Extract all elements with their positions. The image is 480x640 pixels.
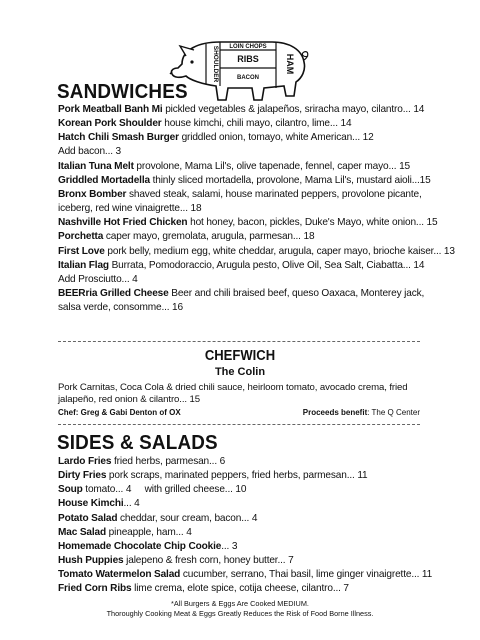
- item-name: Korean Pork Shoulder: [58, 118, 162, 130]
- menu-addon: [58, 273, 430, 287]
- item-name: Bronx Bomber: [58, 188, 127, 200]
- item-name: Nashville Hot Fried Chicken: [58, 217, 188, 229]
- item-name: Tomato Watermelon Salad: [58, 569, 181, 581]
- footer-line-1: *All Burgers & Eggs Are Cooked MEDIUM.: [171, 599, 309, 608]
- item-desc: Burrata, Pomodoraccio, Arugula pesto, Olive Oil, Sea Salt, Ciabatta... 14: [108, 259, 425, 271]
- item-desc: house kimchi, chili mayo, cilantro, lime... 14: [161, 118, 352, 130]
- cut-shoulder: SHOULDER: [212, 45, 219, 83]
- item-name: Fried Corn Ribs: [58, 583, 132, 595]
- item-desc: jalepeno & fresh corn, honey butter... 7: [123, 555, 294, 567]
- chef-name: Chef: Greg & Gabi Denton of OX: [58, 408, 181, 417]
- benefit-label: Proceeds benefit: [302, 408, 368, 417]
- item-name: Hatch Chili Smash Burger: [58, 132, 179, 144]
- menu-item: [58, 245, 455, 259]
- item-desc: ... 3: [221, 540, 238, 552]
- menu-item: [58, 540, 430, 554]
- menu-item: [58, 174, 430, 188]
- menu-addon: [58, 145, 430, 159]
- item-name: Mac Salad: [58, 526, 107, 538]
- item-desc: ... 4: [123, 498, 140, 510]
- item-name: BEERria Grilled Cheese: [58, 288, 169, 300]
- menu-item: [58, 582, 430, 596]
- item-desc: shaved steak, salami, house marinated peppers, provolone picante, iceberg, red wine vinaigrette... 18: [58, 188, 422, 215]
- item-desc: caper mayo, gremolata, arugula, parmesan... 18: [103, 231, 315, 243]
- benefit-value: : The Q Center: [367, 408, 420, 417]
- menu-item: [58, 259, 430, 273]
- chefwich-name: The Colin: [214, 366, 266, 378]
- item-name: Italian Tuna Melt: [58, 160, 134, 172]
- item-desc: cucumber, serrano, Thai basil, lime ginger vinaigrette... 11: [180, 569, 433, 581]
- item-desc: pickled vegetables & jalapeños, sriracha mayo, cilantro... 14: [162, 104, 425, 115]
- item-desc: Beer and chili braised beef, queso Oaxaca, Monterey jack, salsa verde, consomme... 16: [58, 288, 425, 314]
- item-name: Homemade Chocolate Chip Cookie: [58, 540, 222, 552]
- item-name: First Love: [58, 245, 105, 257]
- sides-list: [58, 455, 433, 597]
- divider: [58, 341, 420, 342]
- item-name: Hush Puppies: [58, 555, 124, 567]
- item-name: House Kimchi: [58, 498, 124, 510]
- menu-item: [58, 117, 430, 131]
- item-desc: cheddar, sour cream, bacon... 4: [117, 512, 258, 524]
- item-desc: lime crema, elote spice, cotija cheese, cilantro... 7: [131, 583, 349, 595]
- menu-item: [58, 230, 430, 244]
- menu-item: [58, 131, 430, 145]
- item-name: Lardo Fries: [58, 456, 112, 467]
- item-name: Dirty Fries: [58, 470, 107, 482]
- item-desc: hot honey, bacon, pickles, Duke's Mayo, white onion... 15: [187, 217, 438, 229]
- cut-loin-chops: LOIN CHOPS: [229, 44, 267, 50]
- sandwiches-heading: SANDWICHES: [57, 80, 188, 103]
- cut-ham: HAM: [285, 53, 295, 75]
- item-name: Italian Flag: [58, 259, 109, 271]
- chefwich-desc: Pork Carnitas, Coca Cola & dried chili sauce, heirloom tomato, avocado crema, fried jalapeño, red onion & cilantro... 15: [58, 382, 408, 405]
- item-name: Soup: [58, 484, 83, 496]
- item-desc: griddled onion, tomayo, white American... 12: [178, 132, 374, 144]
- item-desc: pork belly, medium egg, white cheddar, arugula, caper mayo, brioche kaiser... 13: [104, 245, 455, 257]
- item-desc: provolone, Mama Lil's, olive tapenade, fennel, caper mayo... 15: [133, 160, 411, 172]
- menu-item: [58, 160, 430, 174]
- footer-line-2: Thoroughly Cooking Meat & Eggs Greatly Reduces the Risk of Food Borne Illness.: [106, 608, 374, 618]
- menu-item: [58, 455, 430, 469]
- menu-item: [58, 188, 430, 216]
- cut-bacon: BACON: [237, 75, 259, 81]
- cut-ribs: RIBS: [237, 54, 259, 64]
- menu-item: [58, 497, 430, 511]
- item-desc: thinly sliced mortadella, provolone, Mama Lil's, mustard aioli...15: [149, 174, 431, 186]
- menu-item: [58, 216, 438, 230]
- item-name: Pork Meatball Banh Mi: [58, 104, 163, 115]
- item-name: Porchetta: [58, 231, 104, 243]
- addon-text: Add bacon... 3: [58, 146, 121, 158]
- sandwiches-list: [58, 103, 455, 315]
- item-desc: tomato... 4 with grilled cheese... 10: [82, 484, 247, 496]
- menu-item: [58, 469, 430, 483]
- benefit: [303, 408, 420, 418]
- item-name: Griddled Mortadella: [58, 174, 150, 186]
- item-desc: pineapple, ham... 4: [106, 526, 192, 538]
- item-desc: fried herbs, parmesan... 6: [111, 456, 226, 467]
- footer-note: [0, 599, 480, 618]
- menu-item: [58, 526, 430, 540]
- menu-item: [58, 287, 430, 315]
- menu-item: [58, 483, 430, 497]
- item-desc: pork scraps, marinated peppers, fried herbs, parmesan... 11: [106, 470, 368, 482]
- menu-item: [58, 512, 430, 526]
- menu-item: [58, 554, 430, 568]
- divider: [58, 424, 420, 425]
- menu-item: [58, 103, 430, 117]
- pig-cuts-icon: [168, 34, 310, 108]
- sides-heading: SIDES & SALADS: [57, 431, 218, 454]
- item-name: Potato Salad: [58, 512, 118, 524]
- chefwich-credit: [58, 408, 420, 418]
- chefwich-heading: CHEFWICH: [204, 348, 276, 364]
- menu-item: [58, 568, 433, 582]
- addon-text: Add Prosciutto... 4: [58, 273, 138, 285]
